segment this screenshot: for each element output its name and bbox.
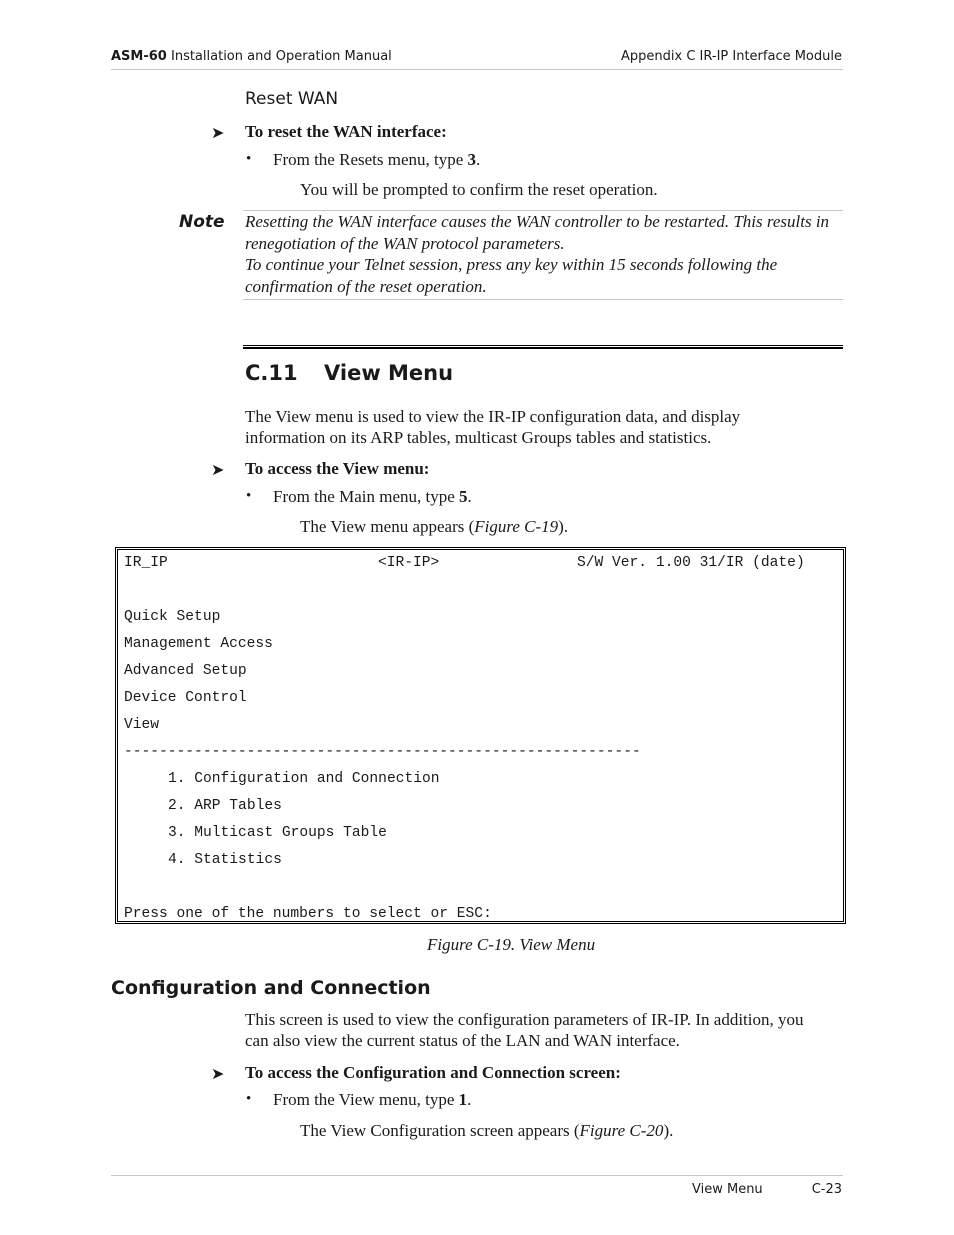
section-intro-line-2: information on its ARP tables, multicast Groups tables and statistics. (245, 428, 712, 447)
menu-option-arp-tables[interactable]: 2. ARP Tables (168, 798, 282, 814)
note-paragraph-2: To continue your Telnet session, press any key within 15 seconds following the confirmation of the reset operation. (245, 255, 778, 296)
screen-version: S/W Ver. 1.00 31/IR (date) (577, 555, 805, 571)
footer-rule (111, 1175, 843, 1176)
section-number: C.11 (245, 361, 298, 385)
procedure-arrow-icon: ➤ (211, 125, 225, 142)
note-bottom-rule (243, 299, 843, 300)
config-intro-line-1: This screen is used to view the configuration parameters of IR-IP. In addition, you (245, 1010, 804, 1029)
screen-path-item: View (124, 717, 160, 733)
figure-caption: Figure C-19. View Menu (427, 935, 596, 954)
figure-reference: Figure C-19 (474, 517, 559, 536)
bullet-icon: • (246, 1091, 252, 1107)
screen-path-item: Advanced Setup (124, 663, 247, 679)
screen-path-item: Quick Setup (124, 609, 221, 625)
section-intro (245, 406, 740, 448)
note-label: Note (179, 212, 225, 232)
reset-wan-key: 3 (467, 150, 477, 169)
screen-title-center: <IR-IP> (378, 555, 440, 571)
figure-reference: Figure C-20 (579, 1121, 664, 1140)
config-step: From the View menu, type 1. (273, 1090, 472, 1109)
section-title: View Menu (324, 361, 454, 385)
config-key: 1 (458, 1090, 468, 1109)
screen-prompt: Press one of the numbers to select or ESC: (124, 906, 492, 922)
view-result: The View menu appears (Figure C-19). (300, 517, 569, 536)
screen-separator: ----------------------------------------------------------- (124, 744, 641, 760)
running-header-right: Appendix C IR-IP Interface Module (621, 49, 842, 64)
section-rule (243, 345, 843, 349)
manual-model: ASM-60 (111, 49, 167, 64)
config-heading: Configuration and Connection (111, 977, 431, 999)
screen-title-left: IR_IP (124, 555, 168, 571)
menu-option-statistics[interactable]: 4. Statistics (168, 852, 282, 868)
section-intro-line-1: The View menu is used to view the IR-IP configuration data, and display (245, 407, 741, 426)
menu-option-configuration[interactable]: 1. Configuration and Connection (168, 771, 440, 787)
reset-wan-procedure-title: To reset the WAN interface: (245, 122, 447, 141)
menu-option-multicast-groups[interactable]: 3. Multicast Groups Table (168, 825, 387, 841)
config-intro-line-2: can also view the current status of the LAN and WAN interface. (245, 1031, 680, 1050)
screen-path-item: Device Control (124, 690, 247, 706)
procedure-arrow-icon: ➤ (211, 462, 225, 479)
screen-path-item: Management Access (124, 636, 273, 652)
terminal-screen (115, 547, 846, 924)
note-text (245, 211, 845, 297)
bullet-icon: • (246, 488, 252, 504)
view-procedure-title: To access the View menu: (245, 459, 430, 478)
bullet-icon: • (246, 151, 252, 167)
note-paragraph-1: Resetting the WAN interface causes the WAN controller to be restarted. This results in renegotiation of the WAN protocol parameters. (245, 212, 830, 253)
footer-section: View Menu (692, 1182, 763, 1197)
config-procedure-title: To access the Configuration and Connection screen: (245, 1063, 621, 1082)
manual-title: Installation and Operation Manual (166, 49, 392, 64)
reset-wan-heading: Reset WAN (245, 89, 339, 109)
config-intro (245, 1009, 804, 1051)
reset-wan-result: You will be prompted to confirm the reset operation. (300, 180, 658, 199)
reset-wan-step: From the Resets menu, type 3. (273, 150, 481, 169)
view-key: 5 (459, 487, 468, 506)
view-step: From the Main menu, type 5. (273, 487, 472, 506)
header-rule (111, 69, 843, 70)
config-result: The View Configuration screen appears (Figure C-20). (300, 1121, 674, 1140)
procedure-arrow-icon: ➤ (211, 1066, 225, 1083)
page-number: C-23 (811, 1182, 842, 1197)
running-header-left (111, 49, 392, 64)
